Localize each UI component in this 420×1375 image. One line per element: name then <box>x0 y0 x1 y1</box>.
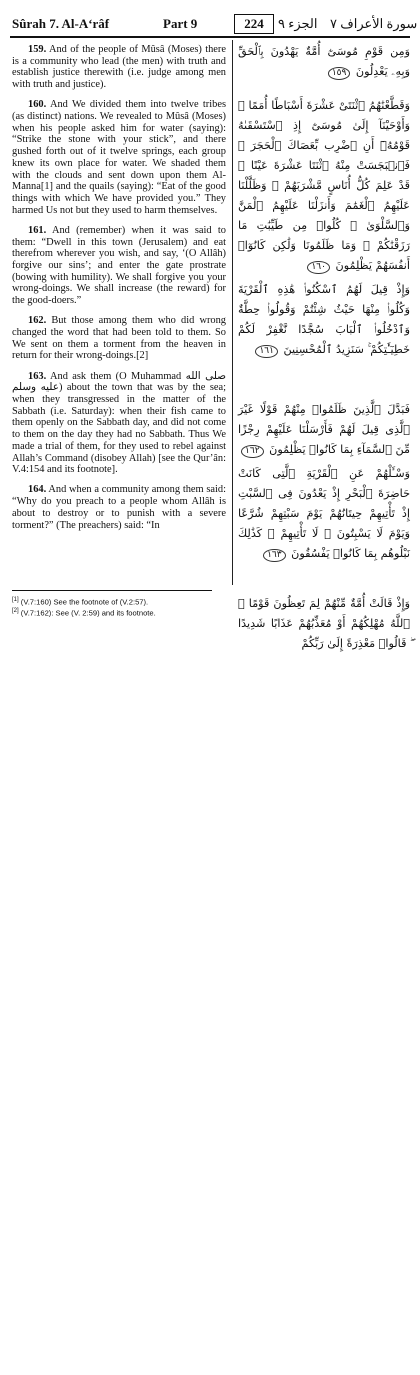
verse-number: 161. <box>28 224 47 236</box>
arabic-verse-text: وَقَطَّعْنَٰهُمُ ٱثْنَتَىْ عَشْرَةَ أَسْبَاطًا أُمَمًا ۚ وَأَوْحَيْنَآ إِلَىٰ مُوسَىٰٓ إِذِ ٱسْتَسْقَىٰهُ قَوْمُهُۥٓ أَنِ ٱضْرِب بِّعَصَاكَ ٱلْحَجَرَ ۖ فَٱنۢبَجَسَتْ مِنْهُ ٱثْنَتَا عَشْرَةَ عَيْنًا ۖ قَدْ عَلِمَ كُلُّ أُنَاسٍ مَّشْرَبَهُمْ ۚ وَظَلَّلْنَا عَلَيْهِمُ ٱلْغَمَٰمَ وَأَنزَلْنَا عَلَيْهِمُ ٱلْمَنَّ وَٱلسَّلْوَىٰ ۖ كُلُوا۟ مِن طَيِّبَٰتِ مَا رَزَقْنَٰكُمْ ۚ وَمَا ظَلَمُونَا وَلَٰكِن كَانُوٓا۟ أَنفُسَهُمْ يَظْلِمُونَ <box>238 99 410 272</box>
footnotes <box>12 596 412 618</box>
footnote-rule <box>12 590 212 591</box>
verse-164 <box>12 484 226 531</box>
header-rule <box>10 36 410 38</box>
arabic-text-column <box>238 42 410 654</box>
page-header <box>10 14 418 34</box>
arabic-verse-text: وَمِن قَوْمِ مُوسَىٰٓ أُمَّةٌ يَهْدُونَ بِٱلْحَقِّ وَبِهِۦ يَعْدِلُونَ <box>238 45 410 78</box>
verse-text: But those among them who did wrong changed the word that had been told to them. So We sent on them a torment from the heaven in return for their wrong-doings.[2] <box>12 315 226 362</box>
verse-end-marker: ١٦٣ <box>263 549 286 562</box>
arabic-verse-text: وَإِذْ قِيلَ لَهُمُ ٱسْكُنُوا۟ هَٰذِهِ ٱلْقَرْيَةَ وَكُلُوا۟ مِنْهَا حَيْثُ شِئْتُمْ وَقُولُوا۟ حِطَّةٌ وَٱدْخُلُوا۟ ٱلْبَابَ سُجَّدًا نَّغْفِرْ لَكُمْ خَطِيٓـَٰٔتِكُمْ ۚ سَنَزِيدُ ٱلْمُحْسِنِينَ <box>238 283 410 356</box>
part-label: Part 9 <box>163 16 198 31</box>
arabic-verse-159 <box>238 42 410 82</box>
footnote-text: (V.7:160) See the footnote of (V.2:57). <box>20 597 149 607</box>
footnote-text: (V.7:162): See (V. 2:59) and its footnote. <box>20 608 156 618</box>
footnote-2 <box>12 607 412 618</box>
english-translation-column <box>12 44 226 540</box>
juz-label-arabic: الجزء ٩ <box>278 16 318 31</box>
surah-title-arabic: سورة الأعراف ٧ <box>330 16 418 31</box>
arabic-verse-160 <box>238 96 410 276</box>
verse-text: And of the people of Mûsâ (Moses) there is a community who lead (the men) with truth and establish justice therewith (i.e. judge among men with truth and justice). <box>12 44 226 91</box>
verse-text: And ask them (O Muhammad صلى الله عليه وسلم) about the town that was by the sea; when they transgressed in the matter of the Sabbath (i.e. Saturday): when their fish came to them openly on the Sabbath day, and did not come to them on the day they had no Sabbath. Thus We made a trial of them, for they used to rebel against Allah’s Command (disobey Allah) [see the Qur’ân: V.4:154 and its footnote]. <box>12 370 226 476</box>
verse-161 <box>12 225 226 307</box>
verse-end-marker: ١٥٩ <box>328 67 351 80</box>
verse-number: 162. <box>28 315 47 327</box>
arabic-verse-161 <box>238 280 410 360</box>
arabic-verse-text: وَسْـَٔلْهُمْ عَنِ ٱلْقَرْيَةِ ٱلَّتِى كَانَتْ حَاضِرَةَ ٱلْبَحْرِ إِذْ يَعْدُونَ فِى ٱلسَّبْتِ إِذْ تَأْتِيهِمْ حِيتَانُهُمْ يَوْمَ سَبْتِهِمْ شُرَّعًا وَيَوْمَ لَا يَسْبِتُونَ ۙ لَا تَأْتِيهِمْ ۚ كَذَٰلِكَ نَبْلُوهُم بِمَا كَانُوا۟ يَفْسُقُونَ <box>238 467 410 560</box>
surah-title: Sûrah 7. Al-A‘râf <box>12 16 110 31</box>
verse-number: 164. <box>28 484 47 496</box>
verse-163 <box>12 371 226 476</box>
verse-number: 160. <box>28 99 47 111</box>
arabic-verse-text: فَبَدَّلَ ٱلَّذِينَ ظَلَمُوا۟ مِنْهُمْ قَوْلًا غَيْرَ ٱلَّذِى قِيلَ لَهُمْ فَأَرْسَلْنَا عَلَيْهِمْ رِجْزًا مِّنَ ٱلسَّمَآءِ بِمَا كَانُوا۟ يَظْلِمُونَ <box>238 403 410 456</box>
footnote-1 <box>12 596 412 607</box>
verse-end-marker: ١٦٢ <box>241 445 264 458</box>
verse-159 <box>12 44 226 91</box>
verse-text: And (remember) when it was said to them: “Dwell in this town (Jerusalem) and eat therefrom wherever you wish, and say, ‘(O Allâh) forgive our sins’; and enter the gate prostrate (bowing with humility). We shall forgive you your wrong-doings. We shall increase (the reward) for the good-doers.” <box>12 224 226 307</box>
verse-text: And We divided them into twelve tribes (as distinct) nations. We revealed to Mûsâ (Moses) when his people asked him for water (saying): “Strike the stone with your stick”, and there gushed forth out of it twelve springs, each group knew its own place for water. We shaded them with the clouds and sent down upon them Al-Manna[1] and the quails (saying): “Eat of the good things with which We have provided you.” They harmed Us not but they used to harm themselves. <box>12 99 226 216</box>
verse-end-marker: ١٦٠ <box>307 261 330 274</box>
verse-text: And when a community among them said: “Why do you preach to a people whom Allâh is about to destroy or to punish with a severe torment?” (The preachers) said: “In <box>12 484 226 531</box>
verse-160 <box>12 99 226 216</box>
verse-162 <box>12 315 226 362</box>
verse-end-marker: ١٦١ <box>255 345 278 358</box>
arabic-verse-163 <box>238 464 410 564</box>
footnote-marker: [1] <box>12 597 19 603</box>
verse-number: 163. <box>28 370 47 382</box>
verse-number: 159. <box>28 44 47 55</box>
page-number: 224 <box>234 14 274 34</box>
column-divider <box>232 40 233 585</box>
arabic-verse-162 <box>238 400 410 460</box>
footnote-marker: [2] <box>12 608 19 615</box>
arabic-verse-text: وَإِذْ قَالَتْ أُمَّةٌ مِّنْهُمْ لِمَ تَعِظُونَ قَوْمًا ۙ ٱللَّهُ مُهْلِكُهُمْ أَوْ مُعَذِّبُهُمْ عَذَابًا شَدِيدًا ۖ قَالُوا۟ مَعْذِرَةً إِلَىٰ رَبِّكُمْ <box>238 597 410 650</box>
